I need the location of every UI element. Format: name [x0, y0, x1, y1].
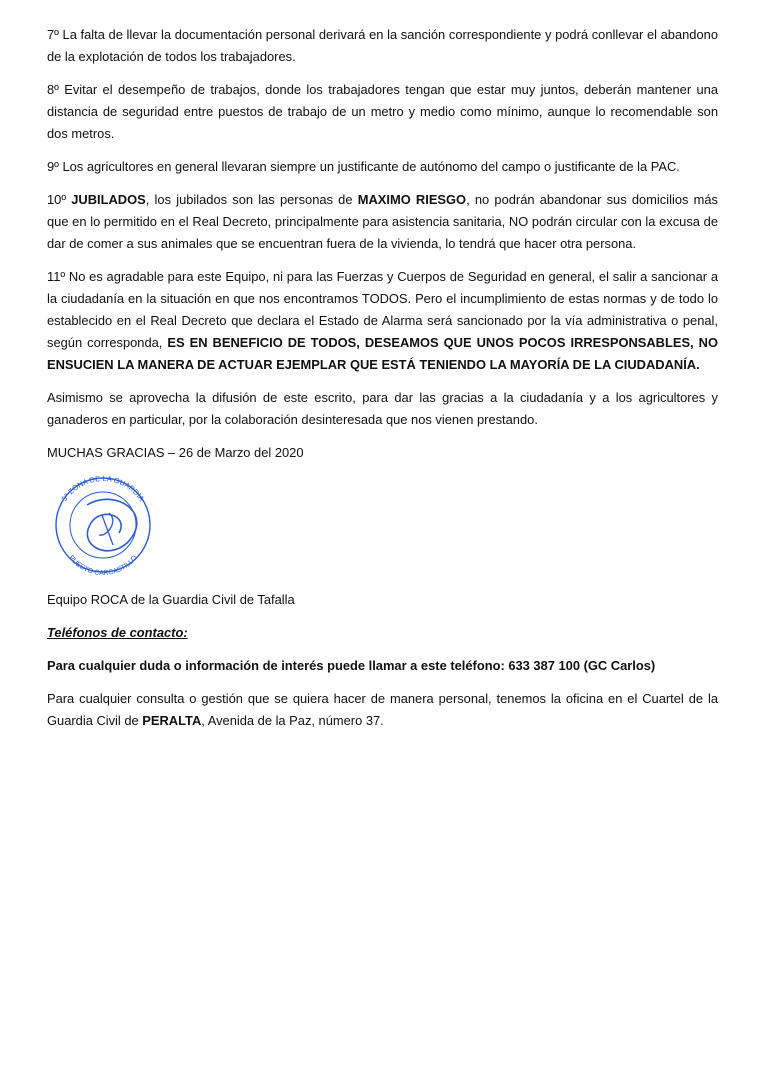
contact-office [47, 688, 718, 732]
paragraph-10 [47, 189, 718, 255]
stamp-text-top: 5ª ZONA DE LA GUARDIA [59, 475, 147, 503]
stamp-scribble-2 [99, 513, 113, 545]
paragraph-8: 8º Evitar el desempeño de trabajos, donde los trabajadores tengan que estar muy juntos, deberán mantener una distancia de seguridad entre puestos de trabajo de un metro y medio como mínimo, aunque lo recomendable son dos metros. [47, 82, 718, 141]
contact-office-text-a: Para cualquier consulta o gestión que se quiera hacer de manera personal, tenemos la oficina en el Cuartel de la Guardia Civil de [47, 691, 718, 728]
paragraph-10-bold-jubilados: JUBILADOS [71, 192, 146, 207]
contact-office-text-b: , Avenida de la Paz, número 37. [201, 713, 384, 728]
paragraph-11-text: 11º No es agradable para este Equipo, ni para las Fuerzas y Cuerpos de Seguridad en general, el salir a sancionar a la ciudadanía en la situación en que nos encontramos TODOS. Pero el incumplimiento de estas normas y de todo lo establecido en el Real Decreto que declara el Estado de Alarma será sancionado por la vía administrativa o penal, según corresponda, [47, 269, 718, 350]
contact-office-location: PERALTA [142, 713, 202, 728]
paragraph-7: 7º La falta de llevar la documentación personal derivará en la sanción correspondiente y podrá conllevar el abandono de la explotación de todos los trabajadores. [47, 27, 718, 64]
svg-text:PUESTO CARCASTILLO [67, 554, 139, 575]
stamp-inner-ring [70, 492, 136, 558]
paragraph-11-bold: ES EN BENEFICIO DE TODOS, DESEAMOS QUE UNOS POCOS IRRESPONSABLES, NO ENSUCIEN LA MANERA DE ACTUAR EJEMPLAR QUE ESTÁ TENIENDO LA MAYORÍA DE LA CIUDADANÍA. [47, 335, 718, 372]
contact-phone-line: Para cualquier duda o información de interés puede llamar a este teléfono: 633 387 100 (GC Carlos) [47, 658, 656, 673]
paragraph-10-bold-riesgo: MAXIMO RIESGO [357, 192, 467, 207]
closing-line: MUCHAS GRACIAS – 26 de Marzo del 2020 [47, 445, 304, 460]
official-stamp [47, 475, 159, 575]
paragraph-11 [47, 266, 718, 376]
paragraph-9: 9º Los agricultores en general llevaran siempre un justificante de autónomo del campo o justificante de la PAC. [47, 159, 680, 174]
paragraph-10-text-a: , los jubilados son las personas de [145, 192, 358, 207]
document-body [47, 24, 718, 743]
paragraph-10-text-b: , no podrán abandonar sus domicilios más que en lo permitido en el Real Decreto, principalmente para asistencia sanitaria, NO podrán circular con la excusa de dar de comer a sus animales que se encuentran fuera de la vivienda, lo tendrá que hacer otra persona. [47, 192, 718, 251]
signature-line: Equipo ROCA de la Guardia Civil de Tafalla [47, 592, 295, 607]
thanks-paragraph: Asimismo se aprovecha la difusión de este escrito, para dar las gracias a la ciudadanía y a los agricultores y ganaderos en particular, por la colaboración desinteresada que nos vienen prestando. [47, 390, 718, 427]
paragraph-10-number: 10º [47, 192, 72, 207]
contact-title: Teléfonos de contacto: [47, 625, 188, 640]
stamp-text-bottom: PUESTO CARCASTILLO [67, 554, 139, 575]
